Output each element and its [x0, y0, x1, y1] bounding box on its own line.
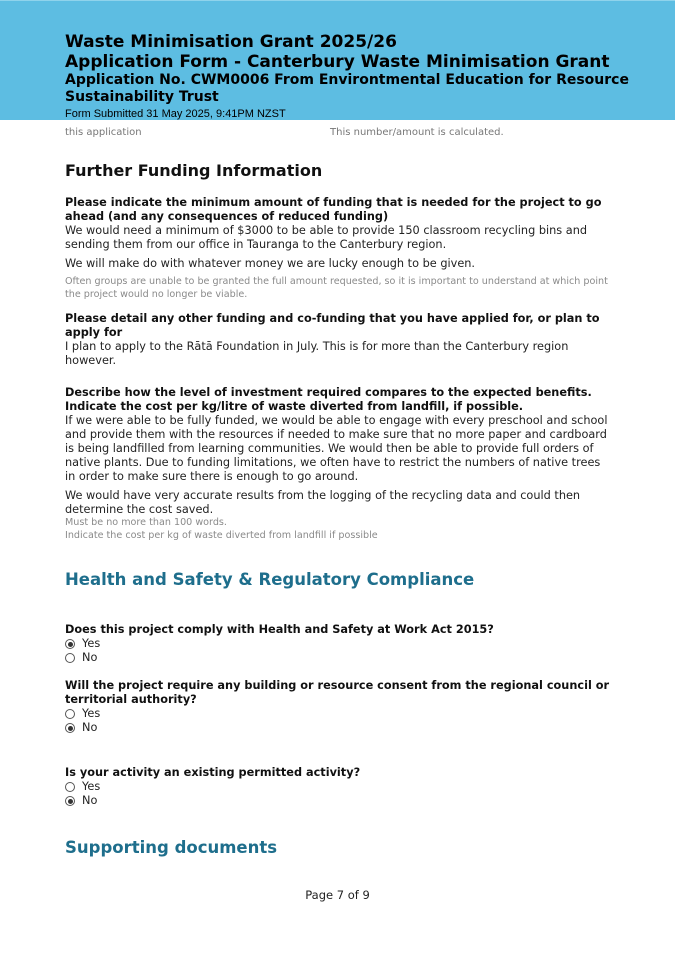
answer-text: We will make do with whatever money we are lucky enough to be given. [65, 257, 476, 270]
option-label: Yes [82, 780, 101, 793]
question-minimum-funding [65, 196, 610, 301]
section-title-health-safety: Health and Safety & Regulatory Compliance [65, 570, 475, 589]
option-label: Yes [82, 707, 101, 720]
radio-option-no[interactable] [65, 651, 610, 665]
option-label: Yes [82, 637, 101, 650]
carryover-hint: This number/amount is calculated. [330, 127, 504, 138]
question-label: Describe how the level of investment required compares to the expected benefits. Indicate the cost per kg/litre of waste diverted from landfill, if possible. [65, 386, 592, 413]
radio-checked-icon[interactable] [65, 639, 75, 649]
radio-unchecked-icon[interactable] [65, 709, 75, 719]
section-title-further-funding: Further Funding Information [65, 161, 323, 180]
question-label: Please indicate the minimum amount of funding that is needed for the project to go ahead (and any consequences of reduced funding) [65, 196, 602, 223]
answer-text: We would have very accurate results from the logging of the recycling data and could then determine the cost saved. [65, 489, 581, 516]
field-hint: Often groups are unable to be granted the full amount requested, so it is important to understand at which point the project would no longer be viable. [65, 276, 608, 300]
question-hs-compliance [65, 623, 610, 665]
answer-text: If we were able to be fully funded, we would be able to engage with every preschool and school and provide them with the resources if needed to make sure that no more paper and cardboard is being landfilled from learning communities. We would then be able to provide full orders of native plants. Due to funding limitations, we often have to restrict the numbers of native trees in order to make sure there is enough to go around. [65, 414, 608, 483]
radio-unchecked-icon[interactable] [65, 782, 75, 792]
radio-option-no[interactable] [65, 794, 610, 808]
submitted-timestamp: Form Submitted 31 May 2025, 9:41PM NZST [65, 108, 286, 120]
question-permitted-activity [65, 766, 610, 808]
question-consent-required [65, 679, 610, 735]
radio-option-no[interactable] [65, 721, 610, 735]
answer-text: We would need a minimum of $3000 to be able to provide 150 classroom recycling bins and sending them from our office in Tauranga to the Canterbury region. [65, 224, 588, 251]
form-title: Application Form - Canterbury Waste Minimisation Grant [65, 52, 610, 72]
radio-unchecked-icon[interactable] [65, 653, 75, 663]
question-label: Please detail any other funding and co-funding that you have applied for, or plan to apply for [65, 312, 600, 339]
field-hint: Indicate the cost per kg of waste diverted from landfill if possible [65, 529, 378, 541]
radio-option-yes[interactable] [65, 780, 610, 794]
question-label: Does this project comply with Health and Safety at Work Act 2015? [65, 623, 494, 636]
question-other-funding [65, 312, 610, 368]
application-title: Application No. CWM0006 From Environtmental Education for Resource Sustainability Trust [65, 72, 629, 105]
option-label: No [82, 794, 98, 807]
option-label: No [82, 721, 98, 734]
carryover-label: this application [65, 127, 142, 138]
grant-title: Waste Minimisation Grant 2025/26 [65, 32, 397, 52]
radio-checked-icon[interactable] [65, 796, 75, 806]
option-label: No [82, 651, 98, 664]
form-header [0, 0, 675, 120]
page-number: Page 7 of 9 [305, 888, 370, 902]
question-label: Will the project require any building or resource consent from the regional council or territorial authority? [65, 679, 610, 706]
field-hint: Must be no more than 100 words. [65, 517, 227, 528]
answer-text: I plan to apply to the Rātā Foundation in July. This is for more than the Canterbury region however. [65, 340, 569, 367]
question-investment-benefits [65, 386, 610, 542]
section-title-supporting-documents: Supporting documents [65, 838, 278, 857]
question-label: Is your activity an existing permitted activity? [65, 766, 361, 779]
radio-checked-icon[interactable] [65, 723, 75, 733]
radio-option-yes[interactable] [65, 637, 610, 651]
radio-option-yes[interactable] [65, 707, 610, 721]
